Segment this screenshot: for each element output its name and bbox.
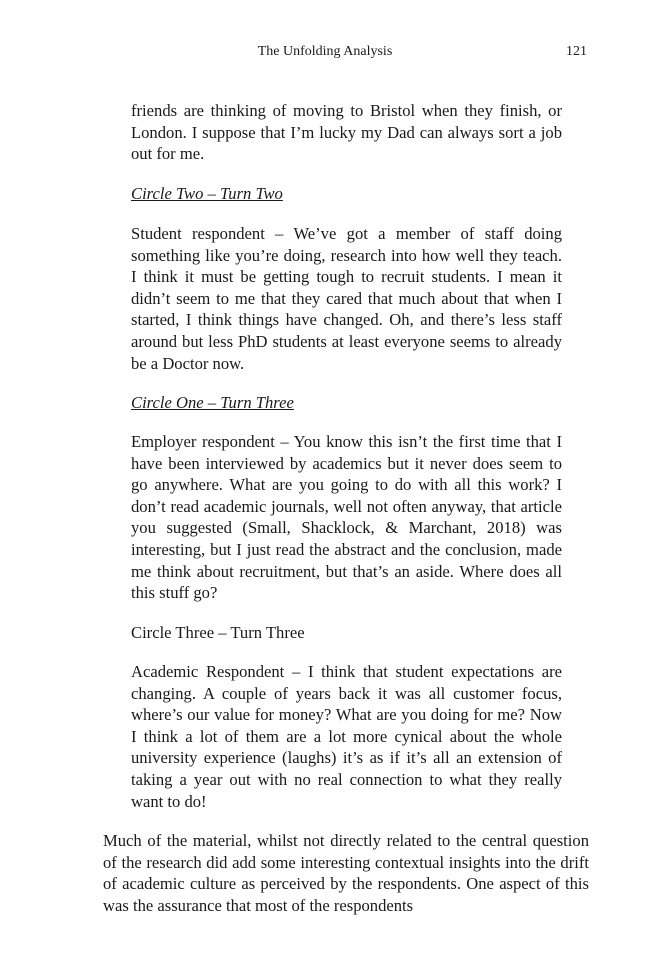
quote-employer-respondent — [131, 431, 562, 604]
section-heading-circle-three-turn-three — [131, 622, 562, 644]
running-header — [0, 44, 650, 66]
quote-student-respondent — [131, 223, 562, 374]
section-heading-circle-one-turn-three — [131, 392, 562, 414]
section-heading-circle-two-turn-two — [131, 183, 562, 205]
body-paragraph: Much of the material, whilst not directly related to the central question of the research did add some interesting contextual insights into the drift of academic culture as perceived by the respondents. One aspect of this was the assurance that most of the respondents — [103, 831, 589, 915]
paragraph-text: friends are thinking of moving to Bristol when they finish, or London. I suppose that I’m lucky my Dad can always sort a job out for me. — [131, 101, 562, 164]
running-title: The Unfolding Analysis — [257, 44, 393, 59]
quote-paragraph-continuation — [131, 100, 562, 165]
paragraph-text: Employer respondent – You know this isn’t the first time that I have been interviewed by academics but it never does seem to go anywhere. What are you going to do with all this work? I don’t read academic journals, well not often anyway, that article you suggested (Small, Shacklock, & Marchant, 2018) was interesting, but I just read the abstract and the conclusion, made me think about recruitment, but that’s an aside. Where does all this stuff go? — [131, 432, 562, 603]
heading-text: Circle Three – Turn Three — [131, 623, 305, 642]
paragraph-text: Academic Respondent – I think that student expectations are changing. A couple of years back it was all customer focus, where’s our value for money? What are you doing for me? Now I think a lot of them are a lot more cynical about the whole university experience (laughs) it’s as if it’s all an extension of taking a year out with no real connection to what they really want to do! — [131, 662, 562, 811]
paragraph-text: Student respondent – We’ve got a member of staff doing something like you’re doing, research into how well they teach. I think it must be getting tough to recruit students. I mean it didn’t seem to me that they cared that much about that when I started, I think things have changed. Oh, and there’s less staff around but less PhD students at least everyone seems to already be a Doctor now. — [131, 224, 562, 373]
heading-text: Circle Two – Turn Two — [131, 184, 283, 203]
quote-academic-respondent — [131, 661, 562, 812]
page-number: 121 — [566, 44, 587, 59]
heading-text: Circle One – Turn Three — [131, 393, 294, 412]
